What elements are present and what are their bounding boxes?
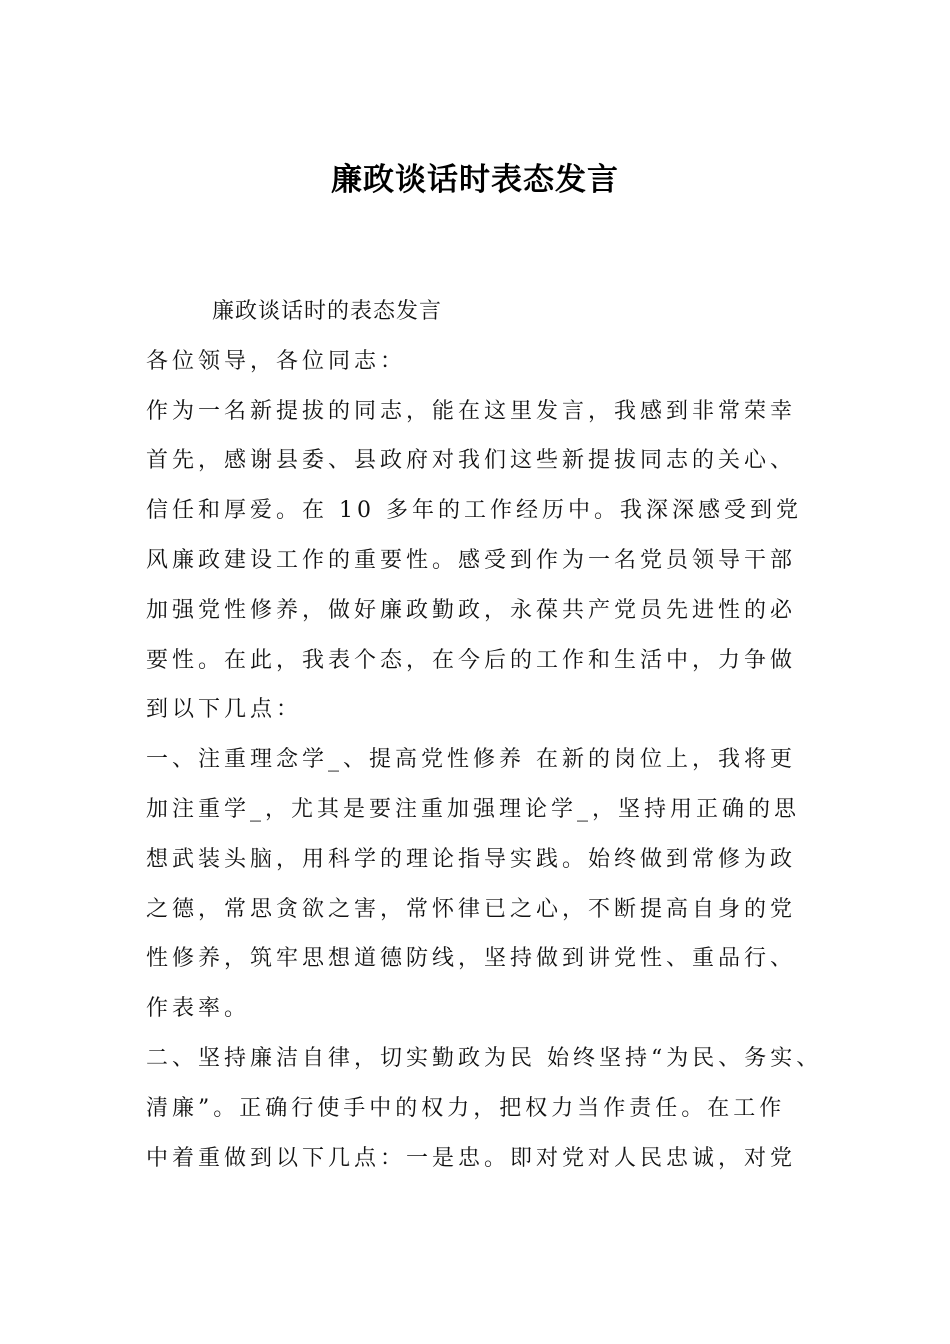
- paragraph-line: 想武装头脑，用科学的理论指导实践。始终做到常修为政: [146, 846, 797, 872]
- document-body: [146, 287, 836, 1183]
- document-title: 廉政谈话时表态发言: [331, 162, 619, 198]
- paragraph-line: 风廉政建设工作的重要性。感受到作为一名党员领导干部: [146, 547, 797, 573]
- paragraph-line: 之德，常思贪欲之害，常怀律已之心，不断提高自身的党: [146, 896, 797, 922]
- paragraph-line: 信任和厚爱。在 10 多年的工作经历中。我深深感受到党: [146, 498, 802, 524]
- section-two-line: 二、坚持廉洁自律，切实勤政为民 始终坚持“为民、务实、: [146, 1045, 823, 1071]
- subtitle-line: 廉政谈话时的表态发言: [212, 299, 443, 324]
- paragraph-line: 性修养，筑牢思想道德防线，坚持做到讲党性、重品行、: [146, 946, 797, 972]
- paragraph-line: 加强党性修养，做好廉政勤政，永葆共产党员先进性的必: [146, 597, 797, 623]
- paragraph-line: 要性。在此，我表个态，在今后的工作和生活中，力争做: [146, 647, 797, 673]
- paragraph-line: 到以下几点：: [146, 697, 303, 723]
- paragraph-line: 清廉”。正确行使手中的权力，把权力当作责任。在工作: [146, 1095, 786, 1121]
- paragraph-line: 中着重做到以下几点：一是忠。即对党对人民忠诚，对党: [146, 1145, 797, 1171]
- paragraph-line: 作表率。: [146, 996, 251, 1022]
- paragraph-line: 作为一名新提拔的同志，能在这里发言，我感到非常荣幸: [146, 398, 797, 424]
- paragraph-line: 首先，感谢县委、县政府对我们这些新提拔同志的关心、: [146, 448, 797, 474]
- section-one-line: 一、注重理念学_、提高党性修养 在新的岗位上，我将更: [146, 747, 796, 773]
- paragraph-line: 加注重学_，尤其是要注重加强理论学_，坚持用正确的思: [146, 796, 801, 822]
- salutation-line: 各位领导，各位同志：: [146, 348, 407, 374]
